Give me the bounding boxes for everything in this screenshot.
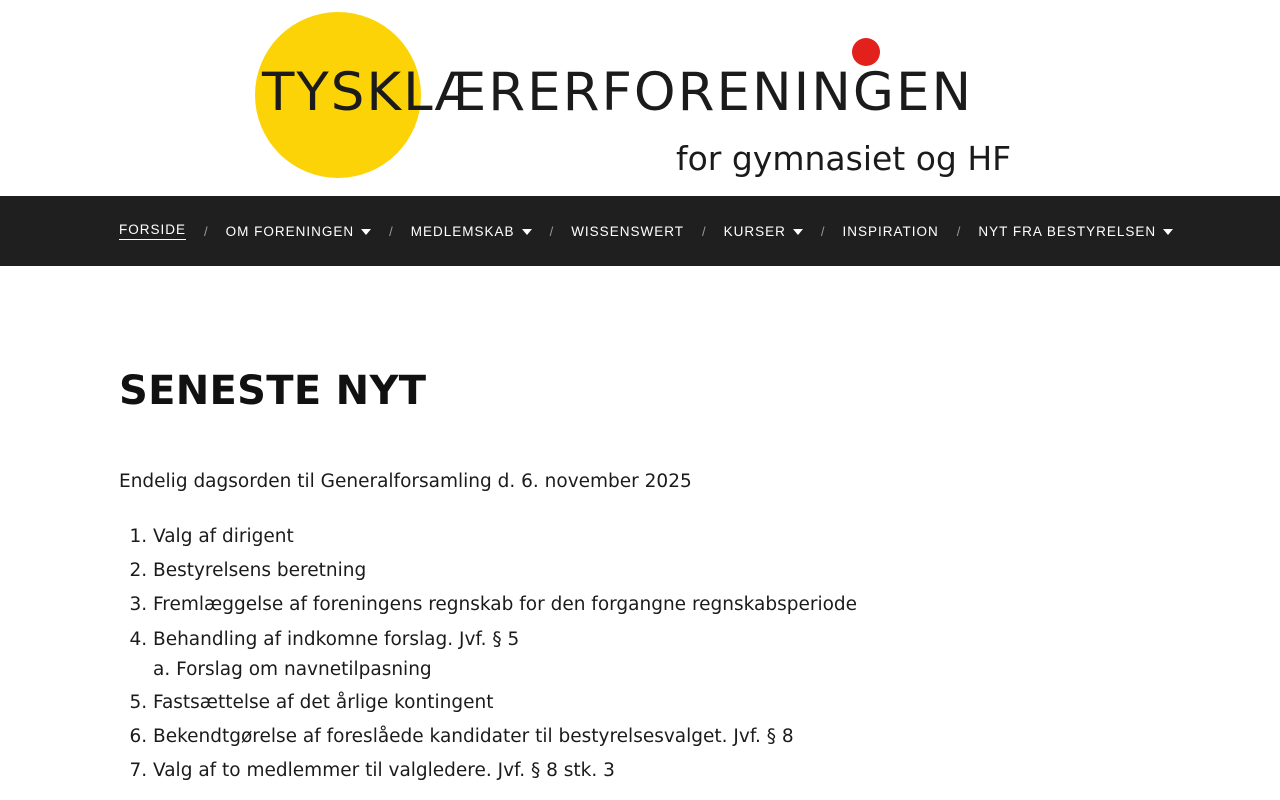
- nav-item-kurser[interactable]: [724, 224, 803, 239]
- list-item-text: Valg af dirigent: [153, 525, 294, 547]
- list-item-subtext: a. Forslag om navnetilpasning: [153, 658, 432, 680]
- list-item: [153, 520, 1280, 553]
- nav-list: [0, 196, 1173, 266]
- list-item-text: Bekendtgørelse af foreslåede kandidater til bestyrelsesvalget. Jvf. § 8: [153, 725, 794, 747]
- nav-item-label: WISSENSWERT: [571, 223, 684, 239]
- nav-item-label: MEDLEMSKAB: [410, 223, 515, 239]
- nav-item-inspiration[interactable]: [842, 224, 938, 239]
- nav-item-forside[interactable]: [119, 222, 186, 240]
- list-item: [153, 720, 1280, 753]
- nav-separator: /: [701, 223, 706, 239]
- list-item: [153, 588, 1280, 621]
- nav-item-label: KURSER: [723, 223, 786, 239]
- nav-separator: /: [820, 223, 825, 239]
- nav-item-nyt-fra-bestyrelsen[interactable]: [978, 224, 1173, 239]
- logo-main-text: TYSKLÆRERFORENINGEN: [262, 62, 974, 123]
- nav-item-label: INSPIRATION: [842, 223, 939, 239]
- nav-item-label: NYT FRA BESTYRELSEN: [978, 223, 1157, 239]
- nav-item-wissenswert[interactable]: [571, 224, 684, 239]
- list-item: [153, 554, 1280, 587]
- primary-navigation: [0, 196, 1280, 266]
- site-logo[interactable]: [0, 0, 1280, 196]
- list-item: [153, 754, 1280, 787]
- nav-item-label: OM FORENINGEN: [225, 223, 355, 239]
- nav-item-medlemskab[interactable]: [411, 224, 532, 239]
- list-item-text: Bestyrelsens beretning: [153, 560, 367, 582]
- list-item-text: Behandling af indkomne forslag. Jvf. § 5: [153, 628, 520, 650]
- nav-separator: /: [956, 223, 961, 239]
- nav-separator: /: [549, 223, 554, 239]
- site-header: [0, 0, 1280, 196]
- nav-item-label: FORSIDE: [119, 222, 186, 240]
- chevron-down-icon: [1163, 229, 1173, 235]
- logo-sub-text: for gymnasiet og HF: [676, 139, 1012, 178]
- agenda-list: [119, 520, 1280, 788]
- intro-paragraph: Endelig dagsorden til Generalforsamling d. 6. november 2025: [119, 471, 692, 492]
- list-item: [153, 686, 1280, 719]
- nav-item-om-foreningen[interactable]: [226, 224, 372, 239]
- nav-separator: /: [204, 223, 208, 239]
- list-item-text: Fastsættelse af det årlige kontingent: [153, 691, 494, 713]
- chevron-down-icon: [361, 229, 371, 235]
- nav-separator: /: [389, 223, 393, 239]
- list-item-text: Fremlæggelse af foreningens regnskab for den forgangne regnskabsperiode: [153, 594, 858, 616]
- main-content: [0, 266, 1280, 788]
- list-item-text: Valg af to medlemmer til valgledere. Jvf. § 8 stk. 3: [153, 760, 615, 782]
- chevron-down-icon: [522, 229, 532, 235]
- list-item: [153, 623, 1280, 685]
- page-title: SENESTE NYT: [119, 368, 427, 414]
- chevron-down-icon: [793, 229, 803, 235]
